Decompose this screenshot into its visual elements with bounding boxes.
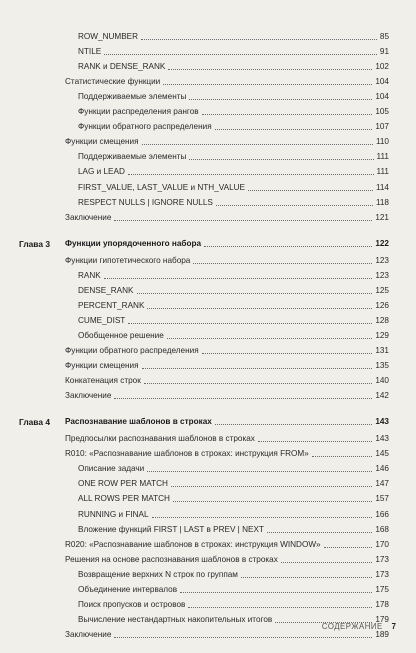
entry-title: R010: «Распознавание шаблонов в строках: инструкция FROM» (65, 449, 309, 459)
toc-entry[interactable] (78, 267, 389, 281)
entry-title: RANK и DENSE_RANK (78, 62, 166, 72)
entry-page: 118 (375, 197, 389, 207)
dot-leader (163, 84, 372, 85)
entry-title: Поиск пропусков и островов (78, 599, 186, 609)
toc-entry[interactable] (65, 536, 389, 550)
entry-page: 91 (379, 47, 389, 57)
dot-leader (215, 129, 373, 130)
entry-page: 143 (375, 434, 389, 444)
entry-page: 123 (375, 255, 389, 265)
entry-title: Поддерживаемые элементы (78, 92, 187, 102)
chapter-label: Глава 4 (19, 417, 50, 428)
toc-entry[interactable] (78, 521, 389, 535)
dot-leader (147, 471, 372, 472)
entry-page: 111 (376, 152, 389, 162)
chapter-title: Распознавание шаблонов в строках (65, 417, 212, 427)
toc-entry[interactable] (78, 566, 389, 580)
entry-title: Функции распределения рангов (78, 107, 199, 117)
page-number: 7 (391, 622, 396, 631)
toc-entry[interactable] (78, 194, 389, 208)
dot-leader (104, 278, 373, 279)
entry-page: 123 (375, 270, 389, 280)
entry-title: PERCENT_RANK (78, 300, 145, 310)
chapter-title: Функции упорядоченного набора (65, 238, 202, 248)
toc-chapter-heading[interactable] (65, 235, 389, 249)
dot-leader (241, 577, 372, 578)
chapter-page: 143 (375, 417, 389, 427)
dot-leader (216, 205, 373, 206)
entry-title: CUME_DIST (78, 315, 126, 325)
toc-entry[interactable] (78, 581, 389, 595)
dot-leader (114, 637, 372, 638)
toc-entry[interactable] (65, 133, 389, 147)
toc-entry[interactable] (78, 58, 389, 72)
dot-leader (193, 263, 372, 264)
entry-page: 168 (375, 524, 389, 534)
entry-title: Функции обратного распределения (65, 346, 199, 355)
dot-leader (144, 383, 373, 384)
dot-leader (202, 114, 373, 115)
entry-title: Функции гипотетического набора (65, 255, 191, 265)
entry-title: R020: «Распознавание шаблонов в строках: инструкция WINDOW» (65, 539, 321, 549)
toc-entry[interactable] (78, 506, 389, 520)
dot-leader (114, 398, 372, 399)
entry-title: RUNNING и FINAL (78, 509, 149, 519)
entry-title: DENSE_RANK (78, 285, 134, 295)
entry-title: Обобщенное решение (78, 330, 164, 340)
toc-entry[interactable] (65, 73, 389, 87)
toc-entry[interactable] (78, 163, 389, 177)
entry-page: 146 (375, 464, 389, 474)
toc-entry[interactable] (78, 88, 389, 102)
dot-leader (281, 562, 373, 563)
dot-leader (204, 246, 372, 247)
dot-leader (173, 501, 372, 502)
dot-leader (189, 159, 373, 160)
dot-leader (258, 441, 372, 442)
entry-page: 85 (379, 32, 389, 41)
entry-page: 126 (375, 300, 389, 310)
entry-title: RESPECT NULLS | IGNORE NULLS (78, 197, 213, 207)
entry-title: Предпосылки распознавания шаблонов в строках (65, 434, 255, 444)
entry-page: 131 (375, 346, 389, 355)
entry-title: Функции обратного распределения (78, 122, 212, 132)
dot-leader (128, 323, 372, 324)
toc-entry[interactable] (78, 475, 389, 489)
entry-title: Поддерживаемые элементы (78, 152, 187, 162)
entry-page: 129 (375, 330, 389, 340)
dot-leader (128, 174, 374, 175)
entry-page: 114 (375, 182, 389, 192)
dot-leader (137, 293, 373, 294)
dot-leader (142, 144, 373, 145)
entry-page: 189 (375, 629, 389, 639)
toc-entry[interactable] (78, 118, 389, 132)
dot-leader (312, 456, 373, 457)
entry-page: 105 (375, 107, 389, 117)
entry-page: 142 (375, 391, 389, 401)
entry-page: 173 (375, 569, 389, 579)
toc-entry[interactable] (78, 460, 389, 474)
entry-page: 125 (375, 285, 389, 295)
dot-leader (171, 486, 372, 487)
entry-title: Статистические функции (65, 77, 161, 87)
toc-entry[interactable] (78, 490, 389, 504)
entry-page: 107 (375, 122, 389, 132)
toc-entry[interactable] (78, 28, 389, 42)
entry-title: ROW_NUMBER (78, 32, 139, 41)
toc-entry[interactable] (78, 282, 389, 296)
dot-leader (180, 592, 372, 593)
entry-page: 135 (375, 361, 389, 371)
toc-entry[interactable] (65, 209, 389, 223)
entry-title: Заключение (65, 212, 112, 222)
entry-page: 173 (375, 554, 389, 564)
entry-title: Описание задачи (78, 464, 145, 474)
toc-entry[interactable] (78, 43, 389, 57)
dot-leader (267, 532, 372, 533)
dot-leader (142, 368, 373, 369)
toc-entry[interactable] (65, 551, 389, 565)
toc-entry[interactable] (65, 430, 389, 444)
toc-entry[interactable] (78, 312, 389, 326)
entry-page: 157 (375, 494, 389, 504)
toc-entry[interactable] (78, 327, 389, 341)
toc-entry[interactable] (65, 445, 389, 459)
dot-leader (168, 69, 372, 70)
toc-entry[interactable] (65, 387, 389, 401)
entry-title: Вычисление нестандартных накопительных итогов (78, 614, 273, 624)
entry-page: 102 (375, 62, 389, 72)
dot-leader (215, 424, 373, 425)
toc-entry[interactable] (65, 252, 389, 266)
entry-title: Возвращение верхних N строк по группам (78, 569, 238, 579)
toc-entry[interactable] (78, 103, 389, 117)
toc-entry[interactable] (65, 342, 389, 356)
running-header: СОДЕРЖАНИЕ (321, 622, 383, 631)
entry-page: 140 (375, 376, 389, 386)
dot-leader (152, 517, 373, 518)
toc-entry[interactable] (78, 297, 389, 311)
entry-title: Заключение (65, 629, 112, 639)
toc-entry[interactable] (65, 372, 389, 386)
entry-title: Конкатенация строк (65, 376, 141, 386)
toc-entry[interactable] (78, 148, 389, 162)
dot-leader (188, 607, 372, 608)
entry-page: 111 (376, 167, 389, 177)
entry-title: RANK (78, 270, 101, 280)
dot-leader (167, 338, 373, 339)
chapter-label: Глава 3 (19, 238, 50, 249)
toc-entry[interactable] (65, 357, 389, 371)
entry-page: 175 (375, 584, 389, 594)
entry-page: 104 (375, 92, 389, 102)
entry-page: 178 (375, 599, 389, 609)
toc-entry[interactable] (78, 596, 389, 610)
entry-page: 145 (375, 449, 389, 459)
dot-leader (141, 39, 377, 40)
dot-leader (324, 547, 373, 548)
entry-page: 179 (375, 614, 389, 624)
entry-page: 121 (375, 212, 389, 222)
entry-title: NTILE (78, 47, 102, 57)
dot-leader (147, 308, 372, 309)
toc-entry[interactable] (78, 179, 389, 193)
entry-title: Функции смещения (65, 361, 139, 371)
entry-page: 104 (375, 77, 389, 87)
dot-leader (248, 190, 373, 191)
dot-leader (104, 54, 377, 55)
entry-title: Заключение (65, 391, 112, 401)
entry-page: 110 (375, 137, 389, 147)
entry-title: Функции смещения (65, 137, 139, 147)
toc-chapter-heading[interactable] (65, 413, 389, 427)
entry-title: Вложение функций FIRST | LAST в PREV | NEXT (78, 524, 264, 534)
entry-title: FIRST_VALUE, LAST_VALUE и NTH_VALUE (78, 182, 246, 192)
entry-title: Объединение интервалов (78, 584, 178, 594)
page-footer (322, 622, 396, 631)
dot-leader (189, 99, 372, 100)
entry-page: 128 (375, 315, 389, 325)
entry-title: Решения на основе распознавания шаблонов в строках (65, 554, 278, 564)
dot-leader (114, 220, 372, 221)
entry-page: 147 (375, 479, 389, 489)
dot-leader (202, 353, 373, 354)
entry-title: LAG и LEAD (78, 167, 125, 177)
entry-title: ALL ROWS PER MATCH (78, 494, 170, 504)
entry-page: 166 (375, 509, 389, 519)
entry-title: ONE ROW PER MATCH (78, 479, 168, 489)
entry-page: 170 (375, 539, 389, 549)
chapter-page: 122 (375, 238, 389, 248)
